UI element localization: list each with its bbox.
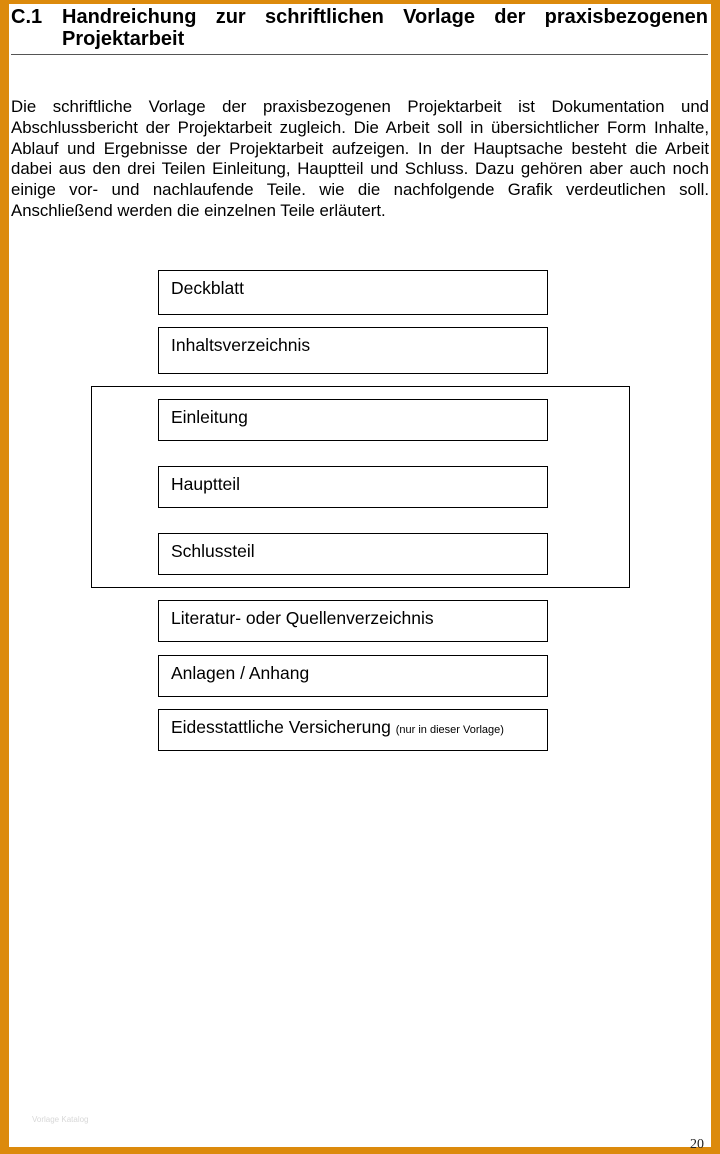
watermark: Vorlage Katalog [32,1115,89,1124]
structure-box-deckblatt: Deckblatt [158,270,548,315]
structure-box-hauptteil: Hauptteil [158,466,548,508]
section-number: C.1 [11,6,43,28]
structure-box-literaturverzeichnis: Literatur- oder Quellenverzeichnis [158,600,548,642]
versicherung-label: Eidesstattliche Versicherung [171,717,391,737]
versicherung-note: (nur in dieser Vorlage) [395,724,504,736]
structure-box-anlagen: Anlagen / Anhang [158,655,548,697]
structure-box-inhaltsverzeichnis: Inhaltsverzeichnis [158,327,548,374]
section-heading [11,6,708,55]
structure-box-schlussteil: Schlussteil [158,533,548,575]
section-title: Handreichung zur schriftlichen Vorlage der praxisbezogenen Projektarbeit [62,6,708,50]
structure-box-einleitung: Einleitung [158,399,548,441]
structure-box-eidesstattliche-versicherung [158,709,548,751]
page-number: 20 [690,1137,704,1152]
intro-paragraph: Die schriftliche Vorlage der praxisbezogenen Projektarbeit ist Dokumentation und Abschlussbericht der Projektarbeit zugleich. Die Arbeit soll in übersichtlicher Form Inhalte, Ablauf und Ergebnisse der Projektarbeit aufzeigen. In der Hauptsache besteht die Arbeit dabei aus den drei Teilen Einleitung, Hauptteil und Schluss. Dazu gehören aber auch noch einige vor- und nachlaufende Teile. wie die nachfolgende Grafik verdeutlichen soll. Anschließend werden die einzelnen Teile erläutert. [11,97,709,220]
